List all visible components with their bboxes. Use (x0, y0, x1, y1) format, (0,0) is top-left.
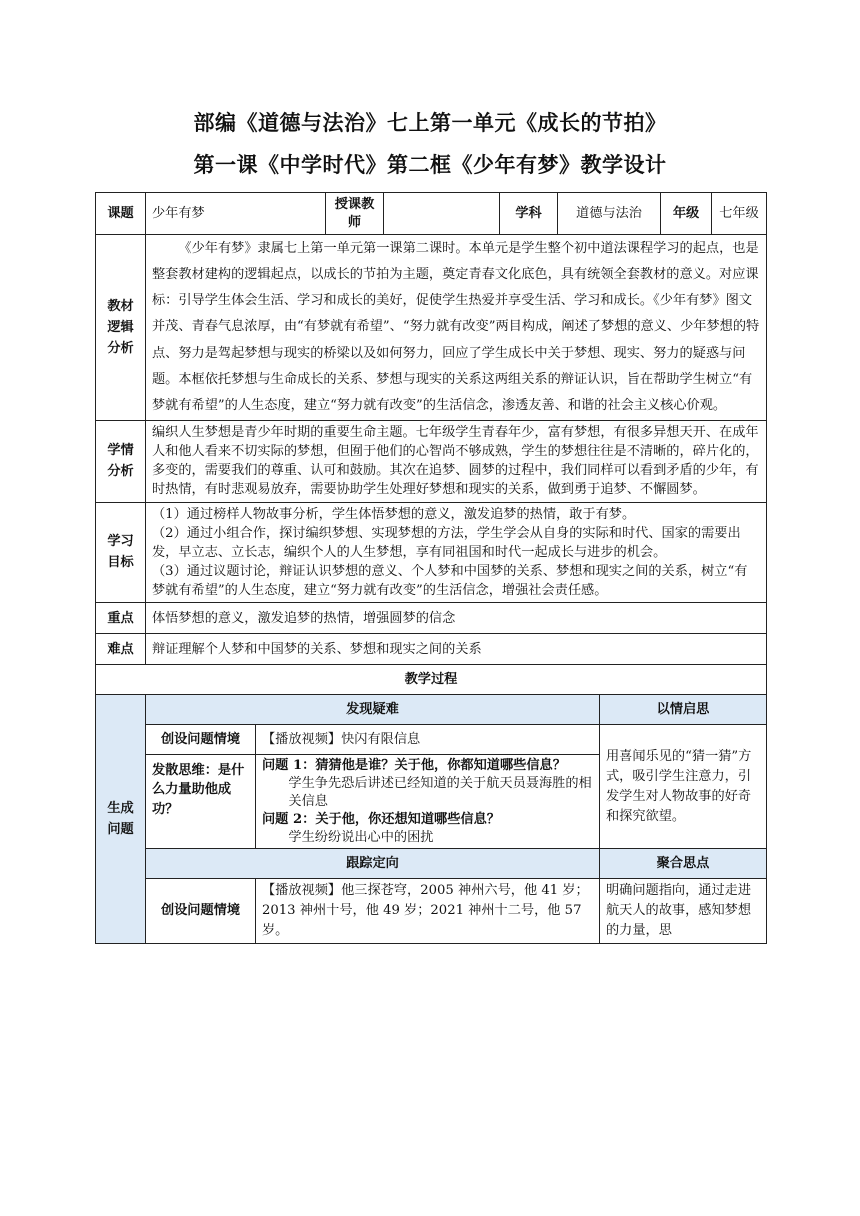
difficulty-text: 辩证理解个人梦和中国梦的关系、梦想和现实之间的关系 (146, 634, 767, 665)
section2-row1-label: 创设问题情境 (146, 879, 256, 943)
section2-right-text: 明确问题指向，通过走进航天人的故事，感知梦想的力量，思 (600, 879, 767, 943)
document-title-line1: 部编《道德与法治》七上第一单元《成长的节拍》 (193, 111, 667, 135)
key-point-text: 体悟梦想的意义，激发追梦的热情，增强圆梦的信念 (146, 603, 767, 634)
document-title-line2: 第一课《中学时代》第二框《少年有梦》教学设计 (193, 153, 667, 177)
question-2: 问题 2：关于他，你还想知道哪些信息？ (262, 811, 500, 827)
learner-label: 学情分析 (96, 420, 146, 502)
goal-item-1: （1）通过榜样人物故事分析，学生体悟梦想的意义，激发追梦的热情，敢于有梦。 (152, 506, 636, 522)
section2-right-title: 聚合思点 (600, 849, 767, 879)
subject-value: 道德与法治 (558, 193, 661, 235)
grade-value: 七年级 (712, 193, 767, 235)
question-1: 问题 1：猜猜他是谁？关于他，你都知道哪些信息？ (262, 758, 566, 774)
section1-row1-label: 创设问题情境 (146, 725, 256, 755)
section2-title: 跟踪定向 (146, 849, 600, 879)
section1-row2-label: 发散思维：是什么力量助他成功？ (152, 763, 245, 817)
section1-right-title: 以情启思 (600, 695, 767, 725)
question-1-answer: 学生争先恐后讲述已经知道的关于航天员聂海胜的相关信息 (288, 776, 592, 809)
teacher-label: 授课教师 (326, 193, 384, 235)
lesson-plan-table (95, 192, 767, 944)
difficulty-label: 难点 (96, 634, 146, 665)
section1-right-text: 用喜闻乐见的“猜一猜”方式，吸引学生注意力，引发学生对人物故事的好奇和探究欲望。 (600, 725, 767, 849)
key-point-label: 重点 (96, 603, 146, 634)
learner-text: 编织人生梦想是青少年时期的重要生命主题。七年级学生青春年少，富有梦想，有很多异想天开、在成年人和他人看来不切实际的梦想，但囿于他们的心智尚不够成熟，学生的梦想往往是不清晰的，碎片化的，多变的，需要我们的尊重、认可和鼓励。其次在追梦、圆梦的过程中，我们同样可以看到矛盾的少年，有时热情，有时悲观易放弃，需要协助学生处理好梦想和现实的关系，做到勇于追梦、不懈圆梦。 (152, 424, 759, 498)
subject-label: 学科 (500, 193, 558, 235)
topic-label: 课题 (96, 193, 146, 235)
goal-item-2: （2）通过小组合作，探讨编织梦想、实现梦想的方法，学生学会从自身的实际和时代、国家的需要出发，早立志、立长志，编织个人的人生梦想，享有同祖国和时代一起成长与进步的机会。 (152, 525, 741, 560)
stage-label: 生成问题 (96, 695, 146, 943)
topic-value: 少年有梦 (146, 193, 326, 235)
question-2-answer: 学生纷纷说出心中的困扰 (288, 829, 434, 845)
section1-title: 发现疑难 (146, 695, 600, 725)
goal-item-3: （3）通过议题讨论，辩证认识梦想的意义、个人梦和中国梦的关系、梦想和现实之间的关系，树立“有梦就有希望”的人生态度，建立“努力就有改变”的生活信念，增强社会责任感。 (152, 563, 748, 599)
section1-row1-text: 【播放视频】快闪有限信息 (256, 725, 600, 755)
process-heading: 教学过程 (96, 665, 767, 695)
goals-label: 学习目标 (96, 502, 146, 603)
analysis-text: 《少年有梦》隶属七上第一单元第一课第二课时。本单元是学生整个初中道法课程学习的起点，也是整套教材建构的逻辑起点，以成长的节拍为主题，奠定青春文化底色，具有统领全套教材的意义。对应课标：引导学生体会生活、学习和成长的美好，促使学生热爱并享受生活、学习和成长。《少年有梦》图文并茂、青春气息浓厚，由“有梦就有希望”、“努力就有改变”两目构成，阐述了梦想的意义、少年梦想的特点、努力是驾起梦想与现实的桥梁以及如何努力，回应了学生成长中关于梦想、现实、努力的疑惑与问题。本框依托梦想与生命成长的关系、梦想与现实的关系这两组关系的辩证认识，旨在帮助学生树立“有梦就有希望”的人生态度，建立“努力就有改变”的生活信念，渗透友善、和谐的社会主义核心价观。 (152, 241, 760, 413)
section2-row1-text: 【播放视频】他三探苍穹，2005 神州六号，他 41 岁；2013 神州十号，他 49 岁；2021 神州十二号，他 57 岁。 (256, 879, 600, 943)
analysis-label: 教材逻辑分析 (96, 235, 146, 421)
grade-label: 年级 (661, 193, 712, 235)
teacher-value (384, 193, 500, 235)
